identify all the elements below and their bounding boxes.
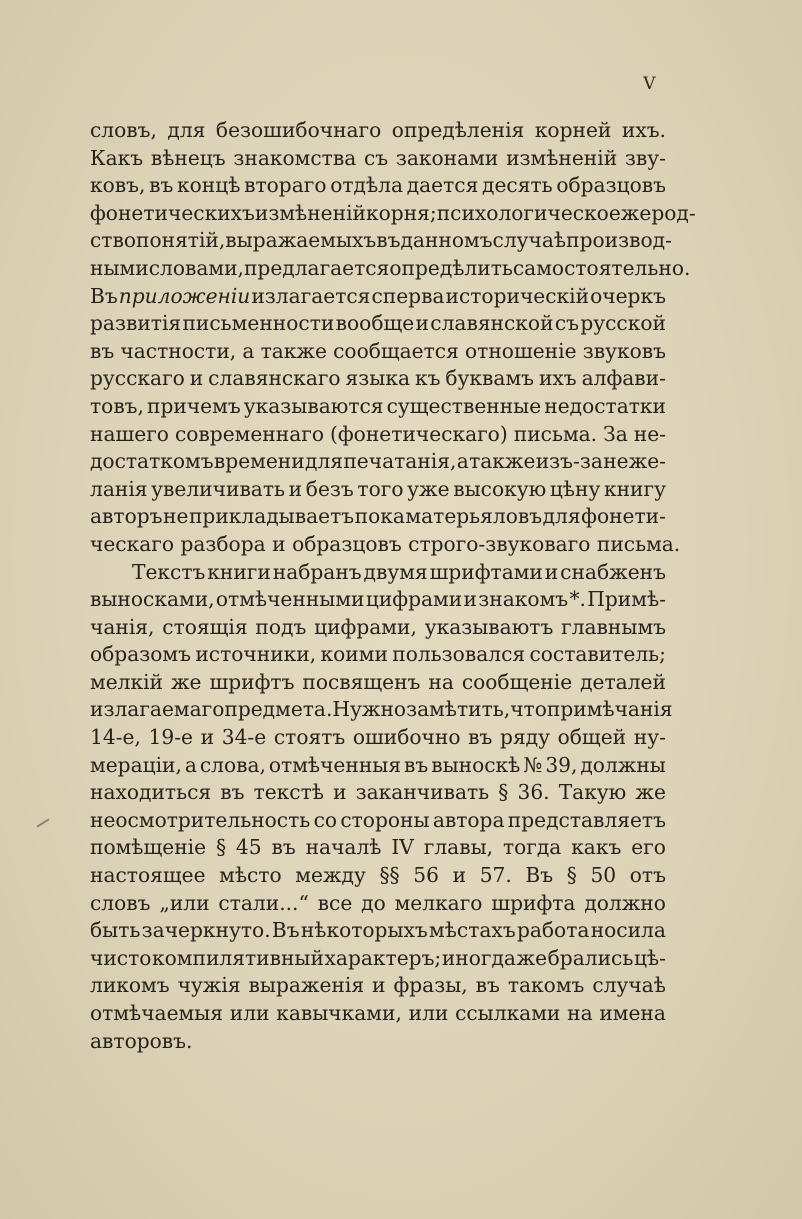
- word: мѣсто: [219, 863, 282, 888]
- word: и: [333, 780, 347, 805]
- word: вѣнецъ: [150, 145, 226, 170]
- word: строго-звуковаго: [408, 531, 591, 556]
- text-line: [90, 421, 666, 449]
- word: Примѣ-: [587, 587, 666, 612]
- word: въ: [468, 725, 493, 750]
- word: законами: [395, 145, 499, 170]
- word: же: [516, 945, 548, 970]
- word: ну-: [633, 725, 666, 750]
- word: предлагается: [243, 255, 390, 280]
- word: въ: [149, 173, 174, 198]
- word: ихъ: [538, 366, 577, 391]
- word: фонетическихъ: [90, 200, 255, 225]
- word: алфави-: [581, 366, 666, 391]
- word: письменности: [182, 311, 335, 336]
- word: 50: [590, 863, 617, 888]
- paragraph-1: [90, 117, 696, 559]
- word: источники,: [195, 642, 317, 667]
- word: высокую: [453, 476, 547, 501]
- word: мераціи,: [90, 752, 182, 777]
- word: корня;: [366, 200, 437, 225]
- word: нашего: [90, 421, 169, 446]
- word: 36.: [517, 780, 550, 805]
- word: Текстъ: [132, 559, 206, 584]
- word: такомъ: [507, 973, 585, 998]
- word: набранъ: [272, 559, 362, 584]
- text-line: [90, 255, 691, 283]
- word: мѣстахъ: [429, 918, 516, 943]
- paragraph-2: [90, 559, 673, 1056]
- word: брались: [547, 945, 634, 970]
- word: заканчивать: [355, 780, 490, 805]
- word: опредѣлить: [389, 255, 513, 280]
- word: компилятивный: [152, 945, 324, 970]
- word: 34-е: [221, 725, 267, 750]
- word: втораго: [244, 173, 327, 198]
- word: производ-: [566, 228, 672, 253]
- word: *.: [569, 587, 586, 612]
- text-line: [90, 724, 666, 752]
- word: разбора: [180, 531, 266, 556]
- word: должны: [580, 752, 666, 777]
- word: въ: [376, 228, 401, 253]
- word: предмета.: [224, 697, 333, 722]
- word: или: [408, 1001, 449, 1025]
- word: отмѣченными: [215, 587, 365, 612]
- word: помѣщеніе: [90, 835, 207, 860]
- word: главы,: [423, 835, 494, 860]
- word: и: [288, 476, 303, 501]
- word: главнымъ: [561, 614, 666, 639]
- word: русской: [580, 311, 666, 336]
- word: знакомства: [233, 145, 357, 170]
- text-line: [90, 283, 666, 311]
- word: дается: [406, 173, 479, 198]
- word: стали...“: [218, 890, 309, 915]
- word: психологическое: [436, 200, 621, 225]
- word: того: [357, 476, 404, 501]
- word: пока: [354, 504, 405, 529]
- word: зачеркнуто.: [141, 918, 271, 943]
- word: образцовъ: [556, 173, 666, 198]
- word: его: [631, 835, 666, 860]
- word: случаѣ: [592, 973, 666, 998]
- word: на: [428, 669, 454, 694]
- word: и: [272, 531, 286, 556]
- word: ряду: [500, 725, 550, 750]
- word: 39,: [545, 752, 578, 777]
- word: письма.: [513, 421, 598, 446]
- word: шрифта: [491, 890, 576, 915]
- word: №: [523, 752, 543, 777]
- word: цифрами: [365, 587, 463, 612]
- text-line: [90, 365, 666, 393]
- word: измѣненій: [254, 200, 367, 225]
- word: род-: [651, 200, 696, 225]
- word: находиться: [90, 780, 212, 805]
- word: къ: [414, 366, 441, 391]
- word: IV: [391, 835, 414, 860]
- word: характеръ;: [324, 945, 442, 970]
- word: безошибочнаго: [215, 118, 382, 142]
- word: и: [544, 559, 559, 584]
- word: какъ: [571, 835, 622, 860]
- word: выноскѣ: [431, 752, 521, 777]
- word: ликомъ: [90, 973, 170, 998]
- word: очеркъ: [590, 283, 666, 308]
- word: 19-е: [148, 725, 193, 750]
- word: деталей: [580, 669, 666, 694]
- text-line: [90, 117, 666, 145]
- text-line: [90, 338, 666, 366]
- word: представляетъ: [507, 807, 666, 832]
- text-line: [90, 752, 666, 780]
- text-line: [90, 917, 666, 945]
- word: неосмотрительность: [90, 807, 311, 832]
- word: въ: [271, 835, 296, 860]
- text-line: [90, 1028, 666, 1056]
- emphasized-word: приложеніи: [118, 283, 251, 308]
- word: §: [566, 863, 577, 888]
- word: излагаемаго: [90, 697, 225, 722]
- word: случаѣ: [492, 228, 567, 253]
- word: для: [542, 504, 581, 529]
- word: автора: [432, 807, 505, 832]
- word: примѣчанія: [546, 697, 673, 722]
- text-line: [90, 200, 696, 228]
- text-line: [90, 779, 666, 807]
- word: языка: [345, 366, 411, 391]
- text-line: [90, 834, 666, 862]
- word: авторъ: [90, 504, 163, 529]
- word: для: [167, 118, 206, 142]
- word: матерьяловъ: [405, 504, 543, 529]
- word: §: [498, 780, 509, 805]
- text-line: [90, 614, 666, 642]
- word: шрифтами: [429, 559, 543, 584]
- word: подъ: [255, 614, 307, 639]
- word: стоятъ: [273, 725, 346, 750]
- word: современнаго: [174, 421, 324, 446]
- word: снабженъ: [560, 559, 666, 584]
- word: понятій,: [136, 228, 226, 253]
- text-line: [90, 227, 672, 255]
- word: двумя: [363, 559, 428, 584]
- word: уже: [407, 476, 450, 501]
- word: концѣ: [177, 173, 241, 198]
- word: славянской: [430, 311, 554, 336]
- word: стороны: [340, 807, 430, 832]
- word: и: [415, 311, 429, 336]
- word: въ: [404, 752, 429, 777]
- word: Въ: [271, 918, 300, 943]
- word: также: [260, 338, 327, 363]
- word: и: [452, 863, 467, 888]
- word: письма.: [596, 531, 681, 556]
- text-line: [90, 393, 666, 421]
- word: образцовъ: [292, 531, 402, 556]
- word: сперва: [371, 283, 445, 308]
- word: въ: [475, 973, 500, 998]
- word: звуковъ: [582, 338, 666, 363]
- word: чисто: [90, 945, 152, 970]
- word: За: [603, 421, 628, 446]
- word: словъ,: [90, 118, 157, 142]
- word: причемъ: [147, 393, 241, 418]
- word: вообще: [335, 311, 415, 336]
- word: общей: [557, 725, 627, 750]
- text-line: [90, 476, 666, 504]
- word: славянскаго: [208, 366, 341, 391]
- text-line: [90, 172, 666, 200]
- word: книгу: [603, 476, 666, 501]
- word: „или: [159, 890, 210, 915]
- word: ихъ.: [621, 118, 666, 142]
- word: опредѣленія: [391, 118, 525, 142]
- word: существенные: [386, 393, 542, 418]
- word: десять: [482, 173, 553, 198]
- word: Какъ: [90, 145, 144, 170]
- word: съ: [554, 311, 580, 336]
- word: §: [215, 835, 227, 860]
- word: чанія,: [90, 614, 155, 639]
- word: кавычками,: [276, 1001, 402, 1025]
- word: составитель;: [529, 642, 666, 667]
- word: ошибочно: [352, 725, 461, 750]
- word: на: [567, 1001, 593, 1025]
- word: до: [361, 890, 386, 915]
- word: изъ-за: [535, 449, 603, 474]
- word: 14-е,: [90, 725, 141, 750]
- page-number: V: [643, 74, 656, 94]
- word: а: [456, 449, 469, 474]
- word: словъ: [90, 890, 151, 915]
- word: излагается: [251, 283, 371, 308]
- word: Въ: [525, 863, 554, 888]
- word: все: [317, 890, 353, 915]
- text-line: [90, 310, 666, 338]
- word: недостатки: [544, 393, 666, 418]
- word: знакомъ: [478, 587, 569, 612]
- text-line: [90, 807, 666, 835]
- word: словами,: [148, 255, 244, 280]
- word: ными: [90, 255, 149, 280]
- word: безъ: [305, 476, 354, 501]
- text-line: [90, 145, 666, 173]
- word: самостоятельно.: [512, 255, 691, 280]
- word: 45: [235, 835, 262, 860]
- word: цифрами,: [314, 614, 417, 639]
- word: началѣ: [305, 835, 382, 860]
- word: §§: [379, 863, 400, 888]
- word: съ: [363, 145, 389, 170]
- text-line: [90, 696, 673, 724]
- word: фразы,: [393, 973, 468, 998]
- word: должно: [584, 890, 666, 915]
- text-line: [90, 890, 666, 918]
- text-line: [90, 503, 666, 531]
- word: достаткомъ: [90, 449, 214, 474]
- text-line: [90, 531, 681, 559]
- word: а: [184, 752, 197, 777]
- text-line: [90, 448, 666, 476]
- word: не: [163, 504, 189, 529]
- word: ковъ,: [90, 173, 146, 198]
- word: времени: [213, 449, 305, 474]
- word: слова,: [199, 752, 266, 777]
- word: прикладываетъ: [188, 504, 355, 529]
- word: увеличивать: [151, 476, 286, 501]
- word: фонети-: [581, 504, 666, 529]
- word: ство: [90, 228, 136, 253]
- word: частности,: [120, 338, 237, 363]
- word: данномъ: [400, 228, 493, 253]
- word: печатанія,: [343, 449, 457, 474]
- word: нѣкоторыхъ: [300, 918, 428, 943]
- text-line: [90, 972, 666, 1000]
- word: что: [510, 697, 547, 722]
- word: (фонетическаго): [330, 421, 508, 446]
- word: замѣтить,: [406, 697, 511, 722]
- word: для: [305, 449, 344, 474]
- word: между: [295, 863, 366, 888]
- word: указываются: [243, 393, 384, 418]
- margin-pencil-mark: [37, 818, 50, 827]
- word: же: [170, 669, 202, 694]
- word: Такую: [558, 780, 627, 805]
- word: быть: [90, 918, 141, 943]
- word: и: [463, 587, 477, 612]
- word: же: [620, 200, 652, 225]
- word: выносками,: [90, 587, 215, 612]
- word: стоящія: [162, 614, 248, 639]
- word: и: [200, 725, 215, 750]
- word: отмѣчаемыя: [90, 1001, 224, 1025]
- text-line: [90, 1000, 666, 1028]
- word: текстѣ: [253, 780, 324, 805]
- word: въ: [90, 338, 115, 363]
- word: также: [469, 449, 536, 474]
- word: и: [372, 973, 386, 998]
- word: отношеніе: [465, 338, 577, 363]
- word: историческій: [445, 283, 590, 308]
- word: буквамъ: [445, 366, 534, 391]
- text-line: [90, 641, 666, 669]
- word: отдѣла: [330, 173, 404, 198]
- word: сообщеніе: [461, 669, 573, 694]
- word: носила: [590, 918, 666, 943]
- word: Нужно: [332, 697, 407, 722]
- word: отъ: [629, 863, 666, 888]
- word: мелкаго: [394, 890, 483, 915]
- word: работа: [516, 918, 590, 943]
- word: а: [242, 338, 255, 363]
- word: цѣ-: [633, 945, 666, 970]
- word: же: [635, 780, 666, 805]
- word: корней: [534, 118, 612, 142]
- word: коими: [320, 642, 388, 667]
- word: иногда: [441, 945, 516, 970]
- word: ланія: [90, 476, 148, 501]
- word: указываютъ: [424, 614, 554, 639]
- text-line: [90, 586, 666, 614]
- word: ческаго: [90, 531, 174, 556]
- word: сообщается: [333, 338, 459, 363]
- word: и: [189, 366, 204, 391]
- word: шрифтъ: [209, 669, 295, 694]
- word: авторовъ.: [90, 1028, 193, 1053]
- word: выраженія: [248, 973, 365, 998]
- word: выражаемыхъ: [225, 228, 377, 253]
- word: отмѣченныя: [268, 752, 402, 777]
- word: имена: [599, 1001, 666, 1025]
- word: Въ: [90, 283, 118, 308]
- word: нежe-: [603, 449, 666, 474]
- word: со: [313, 807, 338, 832]
- word: посвященъ: [302, 669, 421, 694]
- word: развитія: [90, 311, 182, 336]
- word: не-: [633, 421, 666, 446]
- word: пользовался: [392, 642, 526, 667]
- text-line: [90, 669, 666, 697]
- word: настоящее: [90, 863, 206, 888]
- word: товъ,: [90, 393, 144, 418]
- text-line: [90, 862, 666, 890]
- word: или: [229, 1001, 270, 1025]
- word: въ: [220, 780, 245, 805]
- word: цѣну: [549, 476, 601, 501]
- body-text: [90, 117, 696, 1055]
- word: измѣненій: [506, 145, 618, 170]
- text-line: [90, 559, 666, 587]
- text-line: [90, 945, 666, 973]
- word: зву-: [624, 145, 666, 170]
- word: 56: [413, 863, 439, 888]
- word: тогда: [502, 835, 562, 860]
- word: 57.: [479, 863, 512, 888]
- word: чужія: [177, 973, 241, 998]
- word: образомъ: [90, 642, 191, 667]
- word: мелкій: [90, 669, 164, 694]
- word: книги: [207, 559, 271, 584]
- word: русскаго: [90, 366, 185, 391]
- word: ссылками: [455, 1001, 561, 1025]
